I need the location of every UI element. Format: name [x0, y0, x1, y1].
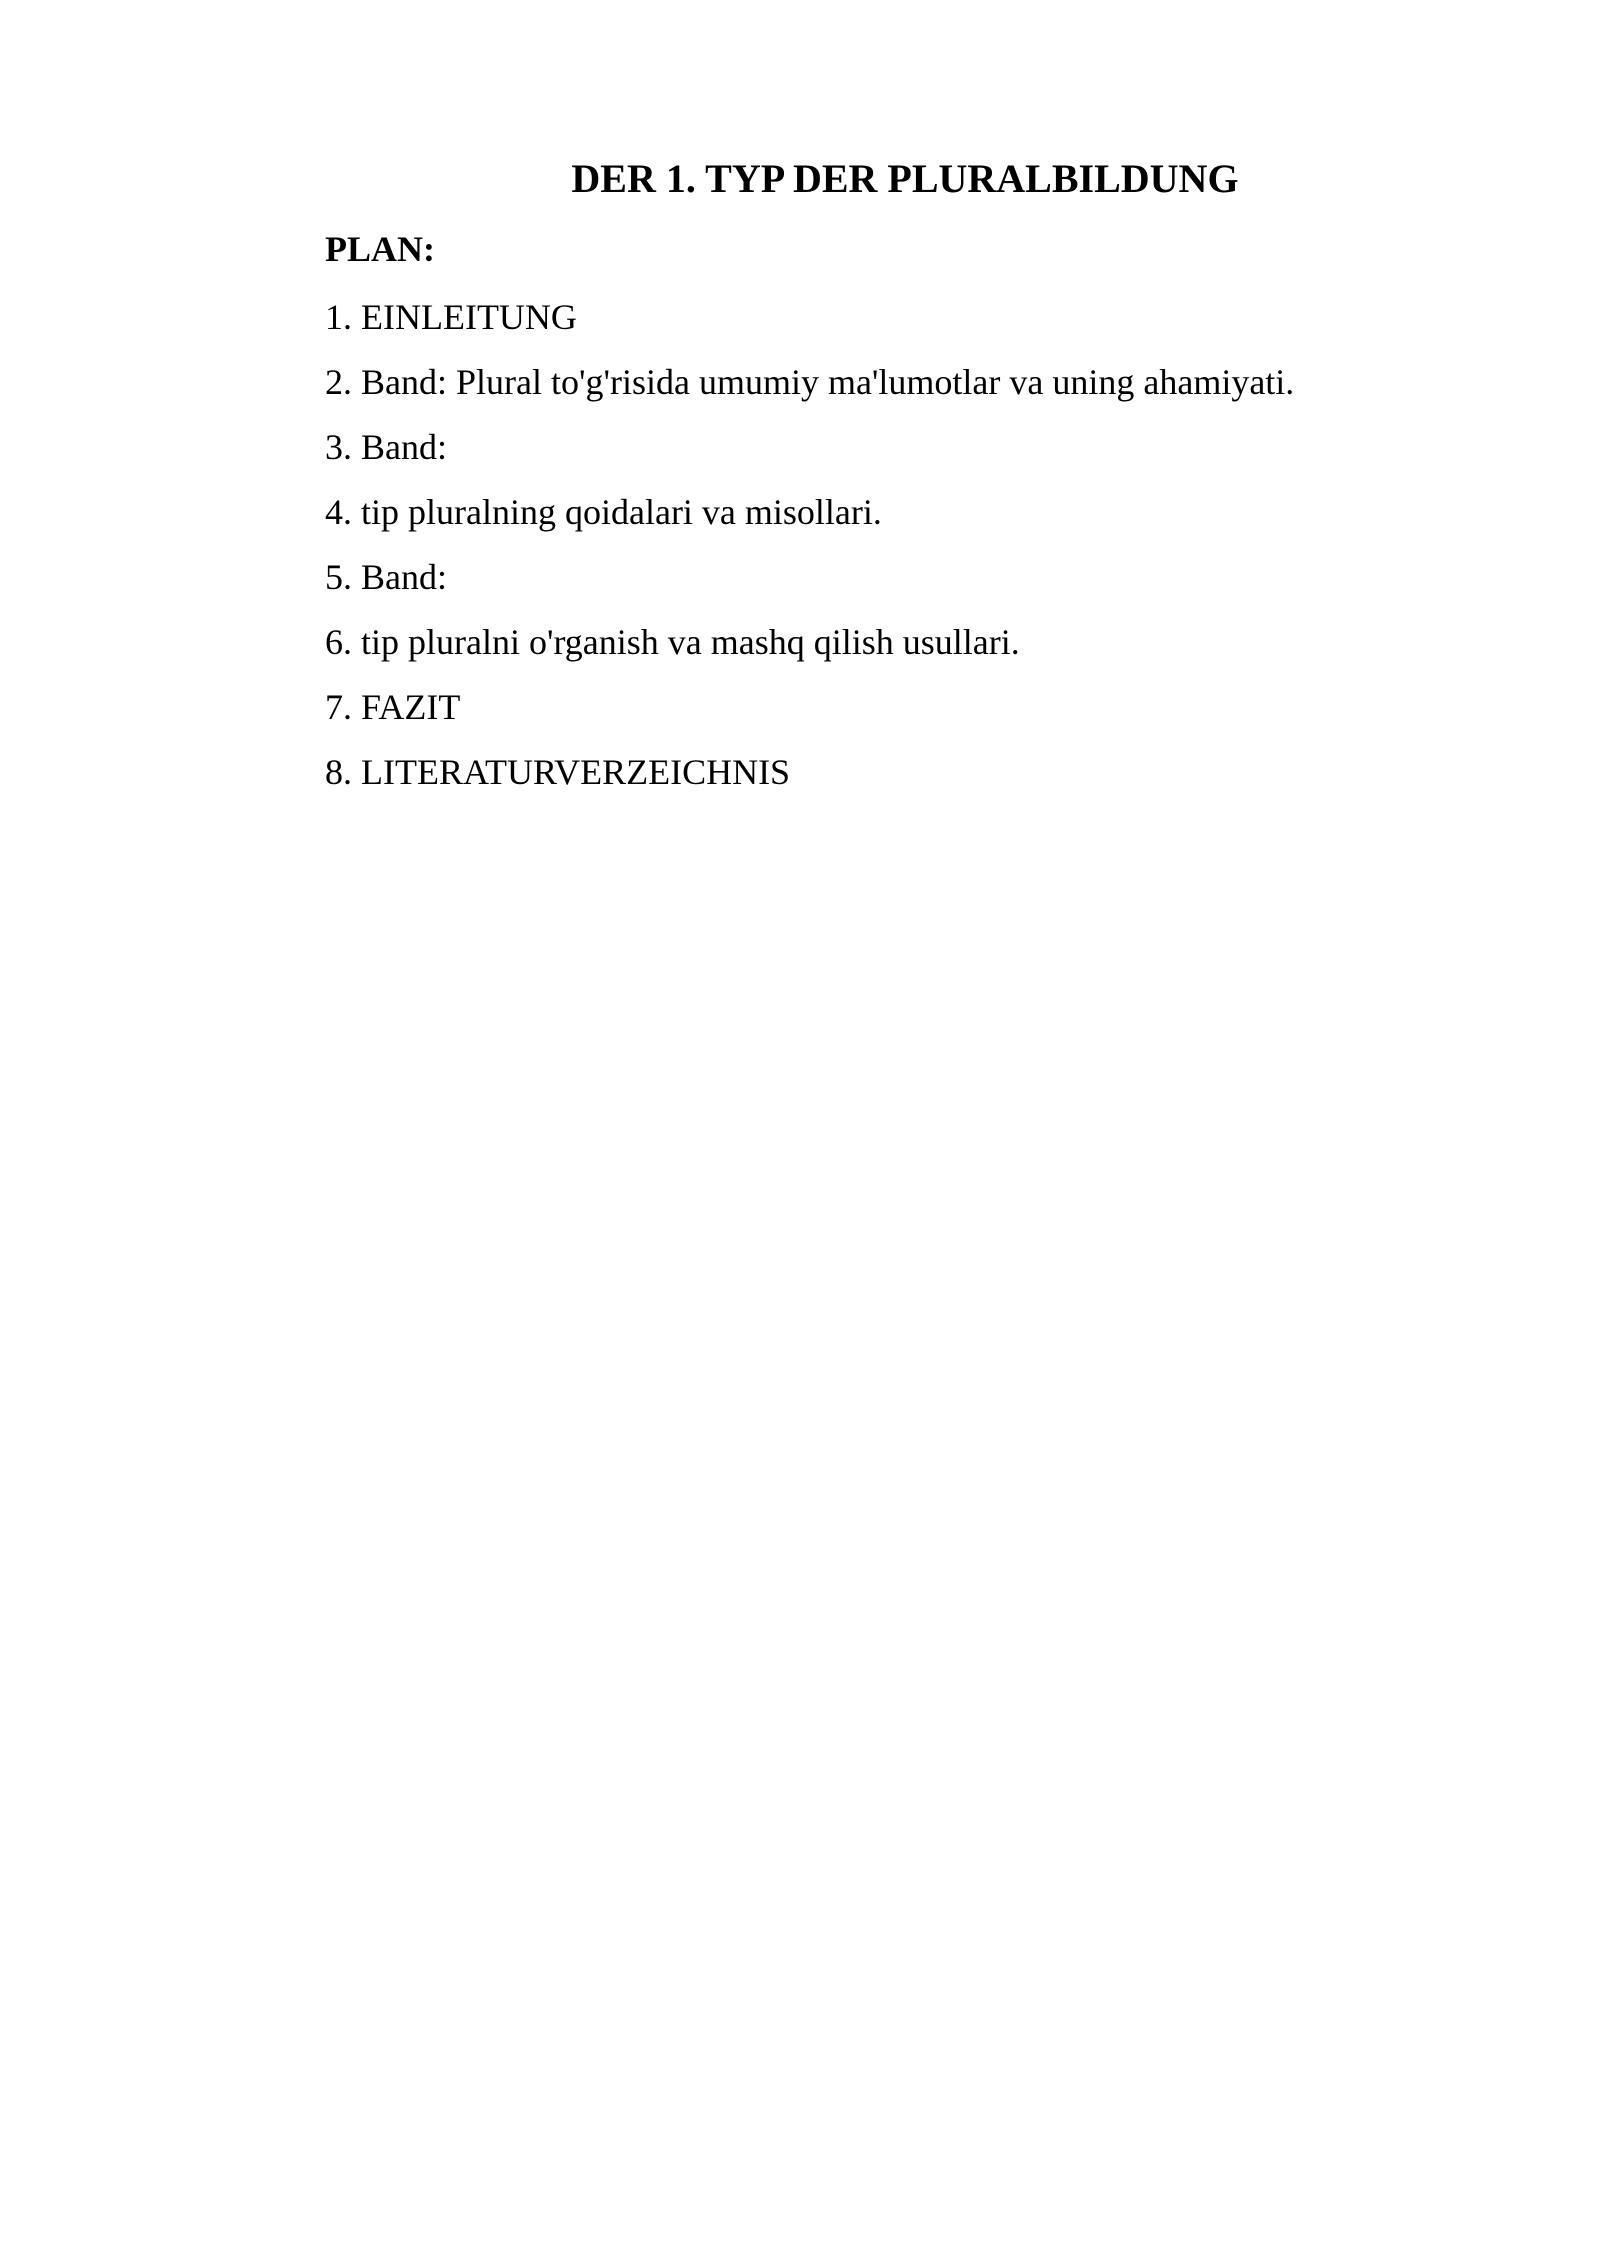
plan-item-section-6: 6. tip pluralni o'rganish va mashq qilish usullari. [325, 622, 1020, 662]
plan-item-section-2: 2. Band: Plural to'g'risida umumiy ma'lumotlar va uning ahamiyati. [325, 362, 1295, 402]
plan-item-section-4: 4. tip pluralning qoidalari va misollari. [325, 492, 882, 532]
plan-item-conclusion: 7. FAZIT [325, 687, 461, 727]
plan-item-introduction: 1. EINLEITUNG [325, 297, 577, 337]
plan-list [325, 285, 1485, 805]
plan-heading: PLAN: [325, 229, 435, 269]
document-title: DER 1. TYP DER PLURALBILDUNG [571, 156, 1239, 201]
plan-item-section-5: 5. Band: [325, 557, 447, 597]
plan-item-section-3: 3. Band: [325, 427, 447, 467]
plan-section [325, 220, 1485, 805]
plan-item-bibliography: 8. LITERATURVERZEICHNIS [325, 752, 791, 792]
